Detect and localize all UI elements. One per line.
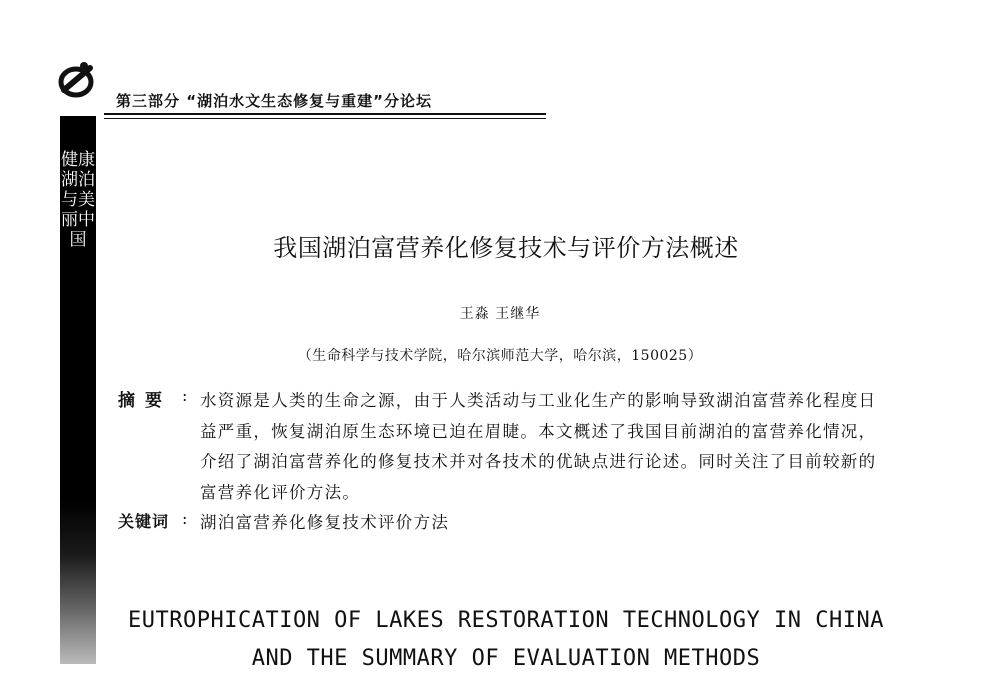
abstract-body: 水资源是人类的生命之源，由于人类活动与工业化生产的影响导致湖泊富营养化程度日益严重，恢复湖泊原生态环境已迫在眉睫。本文概述了我国目前湖泊的富营养化情况，介绍了湖泊富营养化的修复技术并对各技术的优缺点进行论述。同时关注了目前较新的富营养化评价方法。	[200, 391, 877, 502]
english-title-line-2: AND THE SUMMARY OF EVALUATION METHODS	[251, 646, 761, 671]
english-title	[6, 602, 1000, 678]
keywords-body: 湖泊富营养化修复技术评价方法	[200, 513, 450, 532]
article-title: 我国湖泊富营养化修复技术与评价方法概述	[273, 234, 739, 262]
article-authors: 王淼 王继华	[459, 306, 541, 322]
header-rule-thin	[104, 118, 546, 119]
section-header: 第三部分 “湖泊水文生态修复与重建”分论坛	[116, 92, 432, 110]
english-title-line-1: EUTROPHICATION OF LAKES RESTORATION TECHNOLOGY IN CHINA	[128, 608, 884, 633]
abstract-colon: :	[182, 386, 188, 405]
sidebar-vertical-title: 健康湖泊与美丽中国	[61, 150, 95, 250]
abstract-label: 摘要	[118, 391, 172, 411]
keywords-colon: :	[182, 509, 188, 528]
keywords-label: 关键词	[118, 512, 170, 531]
publisher-logo-icon	[56, 60, 100, 100]
header-rule-thick	[104, 113, 546, 115]
article-affiliation: （生命科学与技术学院，哈尔滨师范大学，哈尔滨，150025）	[297, 348, 703, 364]
